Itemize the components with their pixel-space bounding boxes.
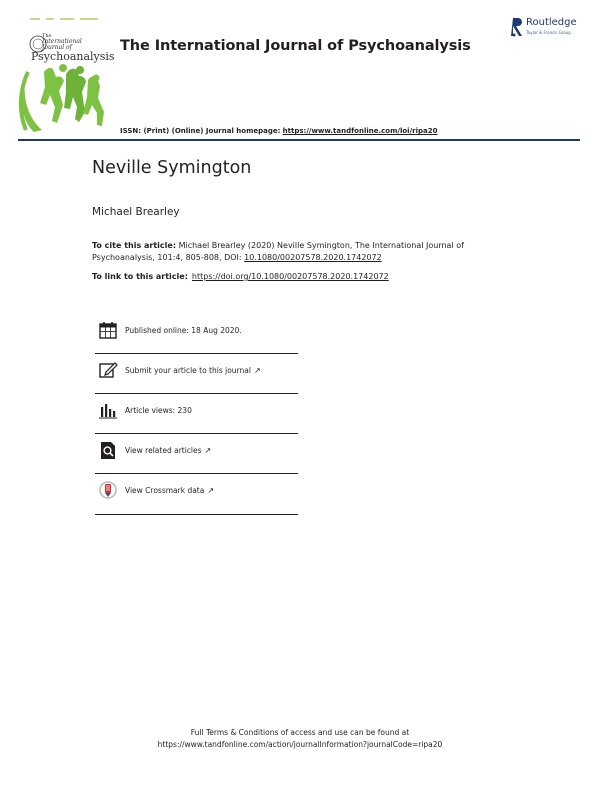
footer	[0, 727, 600, 751]
citation-block	[92, 240, 492, 264]
issn-label: ISSN: (Print) (Online) Journal homepage:	[120, 127, 281, 135]
logo-text-journal-of: Journal of	[42, 44, 72, 51]
related-articles-item[interactable]	[95, 434, 298, 474]
citation-doi-link[interactable]: 10.1080/00207578.2020.1742072	[244, 253, 382, 262]
logo-text-international: International	[42, 38, 82, 45]
top-tiny-links	[30, 18, 98, 24]
related-articles-link[interactable]: View related articles ↗	[125, 446, 212, 455]
published-online-text: Published online: 18 Aug 2020.	[125, 326, 242, 335]
journal-logo	[18, 32, 114, 136]
crossmark-icon	[98, 480, 118, 500]
submit-article-item[interactable]	[95, 354, 298, 394]
routledge-logo[interactable]	[511, 16, 591, 42]
external-link-icon: ↗	[253, 366, 261, 375]
header-divider	[18, 139, 580, 141]
bar-chart-icon	[98, 400, 118, 420]
logo-text-psychoanalysis: Psychoanalysis	[31, 50, 115, 63]
submit-article-link[interactable]: Submit your article to this journal ↗	[125, 366, 261, 375]
article-link-line	[92, 272, 389, 281]
logo-text-the: The	[42, 33, 52, 39]
article-info-panel	[95, 314, 298, 515]
article-doi-url-link[interactable]: https://doi.org/10.1080/00207578.2020.1742072	[191, 272, 389, 281]
citation-label: To cite this article:	[92, 241, 177, 250]
external-link-icon: ↗	[204, 446, 212, 455]
crossmark-link[interactable]: View Crossmark data ↗	[125, 486, 215, 495]
edit-icon	[98, 360, 118, 380]
routledge-icon	[511, 16, 524, 38]
calendar-icon	[98, 320, 118, 340]
article-views-item	[95, 394, 298, 434]
journal-title: The International Journal of Psychoanalysis	[120, 38, 471, 54]
citation-text: Michael Brearley (2020) Neville Symington, The International Journal of Psychoanalysis, 101:4, 805-808, DOI:	[92, 241, 464, 262]
article-views-text: Article views: 230	[125, 406, 192, 415]
article-author: Michael Brearley	[92, 206, 180, 218]
footer-terms-text: Full Terms & Conditions of access and use can be found at	[190, 728, 410, 737]
published-online-item	[95, 314, 298, 354]
publisher-subtitle: Taylor & Francis Group	[526, 30, 571, 35]
journal-homepage-link[interactable]: https://www.tandfonline.com/loi/ripa20	[282, 127, 438, 135]
search-document-icon	[98, 440, 118, 460]
issn-line	[120, 127, 437, 135]
publisher-name: Routledge	[526, 17, 577, 28]
article-link-label: To link to this article:	[92, 272, 188, 281]
article-title: Neville Symington	[92, 158, 252, 178]
crossmark-item[interactable]	[95, 474, 298, 515]
external-link-icon: ↗	[207, 486, 215, 495]
footer-journal-info-link[interactable]: https://www.tandfonline.com/action/journalInformation?journalCode=ripa20	[157, 740, 443, 749]
